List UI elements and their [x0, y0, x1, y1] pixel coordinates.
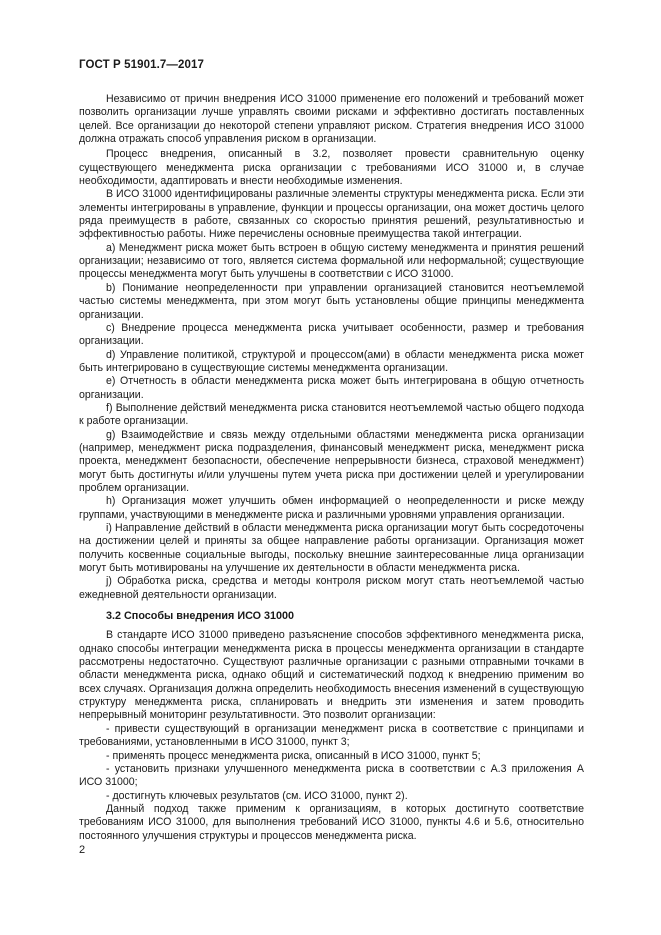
document-header: ГОСТ Р 51901.7—2017 [79, 59, 204, 71]
page-number: 2 [79, 844, 86, 856]
list-item-g: g) Взаимодействие и связь между отдельными областями менеджмента риска организации (например, менеджмент риска подразделения, финансовый менеджмент риска, менеджмент риска проекта, менеджмент безопасности, обеспечение непрерывности бизнеса, страховой менеджмент) могут быть достигнуты и/или улучшены путем учета риска при достижении целей и урегулировании проблем организации. [79, 428, 584, 494]
list-item-b: b) Понимание неопределенности при управлении организацией становится неотъемлемой частью системы менеджмента, при этом могут быть установлены общие принципы менеджмента организации. [79, 281, 584, 321]
list-item-d: d) Управление политикой, структурой и процессом(ами) в области менеджмента риска может быть интегрировано в существующие системы менеджмента организации. [79, 348, 584, 374]
list-item-i: i) Направление действий в области менеджмента риска организации могут быть сосредоточены на достижении целей и приняты за общее направление работы организации. Организация может получить косвенные социальные выгоды, поскольку внешние заинтересованные лица организации могут быть мотивированы на улучшение их деятельности в области менеджмента риска. [79, 522, 584, 575]
bullet-item: - применять процесс менеджмента риска, описанный в ИСО 31000, пункт 5; [106, 749, 481, 762]
section-heading: 3.2 Способы внедрения ИСО 31000 [106, 610, 295, 623]
list-item-a: a) Менеджмент риска может быть встроен в общую систему менеджмента и принятия решений организации; независимо от того, является система формальной или неформальной; существующие процессы менеджмента могут быть улучшены в соответствии с ИСО 31000. [79, 241, 584, 281]
paragraph: В ИСО 31000 идентифицированы различные элементы структуры менеджмента риска. Если эти элементы интегрированы в управление, функции и процессы организации, она может достичь целого ряда преимуществ в работе, связанных со скоростью принятия решений, результативностью и эффективностью работы. Ниже перечислены основные преимущества такой интеграции. [79, 188, 584, 241]
bullet-item: - установить признаки улучшенного менеджмента риска в соответствии с А.3 приложения А ИСО 31000; [79, 762, 584, 789]
paragraph: Процесс внедрения, описанный в 3.2, позволяет провести сравнительную оценку существующего менеджмента риска организации с требованиями ИСО 31000 и, в случае необходимости, адаптировать и внести необходимые изменения. [79, 148, 584, 188]
list-item-j: j) Обработка риска, средства и методы контроля риском могут стать неотъемлемой частью ежедневной деятельности организации. [79, 575, 584, 601]
list-item-f: f) Выполнение действий менеджмента риска становится неотъемлемой частью общего подхода к работе организации. [79, 401, 584, 428]
list-item-h: h) Организация может улучшить обмен информацией о неопределенности и риске между группами, участвующими в менеджменте риска и различными уровнями управления организации. [79, 495, 584, 521]
document-body [79, 93, 584, 843]
paragraph: Данный подход также применим к организациям, в которых достигнуто соответствие требованиям ИСО 31000, для выполнения требований ИСО 31000, пункты 4.6 и 5.6, относительно постоянного улучшения структуры и процессов менеджмента риска. [79, 802, 584, 842]
bullet-item: - привести существующий в организации менеджмент риска в соответствие с принципами и требованиями, установленными в ИСО 31000, пункт 3; [79, 722, 584, 749]
bullet-item: - достигнуть ключевых результатов (см. ИСО 31000, пункт 2). [106, 789, 408, 802]
list-item-c: c) Внедрение процесса менеджмента риска учитывает особенности, размер и требования организации. [79, 321, 584, 348]
list-item-e: e) Отчетность в области менеджмента риска может быть интегрирована в общую отчетность организации. [79, 375, 584, 401]
paragraph: Независимо от причин внедрения ИСО 31000 применение его положений и требований может позволить организации лучше управлять своими рисками и эффективно достигать поставленных целей. Все организации до некоторой степени управляют риском. Стратегия внедрения ИСО 31000 должна отражать способ управления риском в организации. [79, 93, 584, 146]
paragraph: В стандарте ИСО 31000 приведено разъяснение способов эффективного менеджмента риска, однако способы интеграции менеджмента риска в процессы менеджмента организации в стандарте рассмотрены недостаточно. Существуют различные организации с разными отправными точками в области менеджмента риска, однако общий и систематический подход к внедрению применим во всех случаях. Организация должна определить необходимость внесения изменений в существующую структуру менеджмента риска, спланировать и внедрить эти изменения и затем проводить непрерывный мониторинг результативности. Это позволит организации: [79, 629, 584, 722]
